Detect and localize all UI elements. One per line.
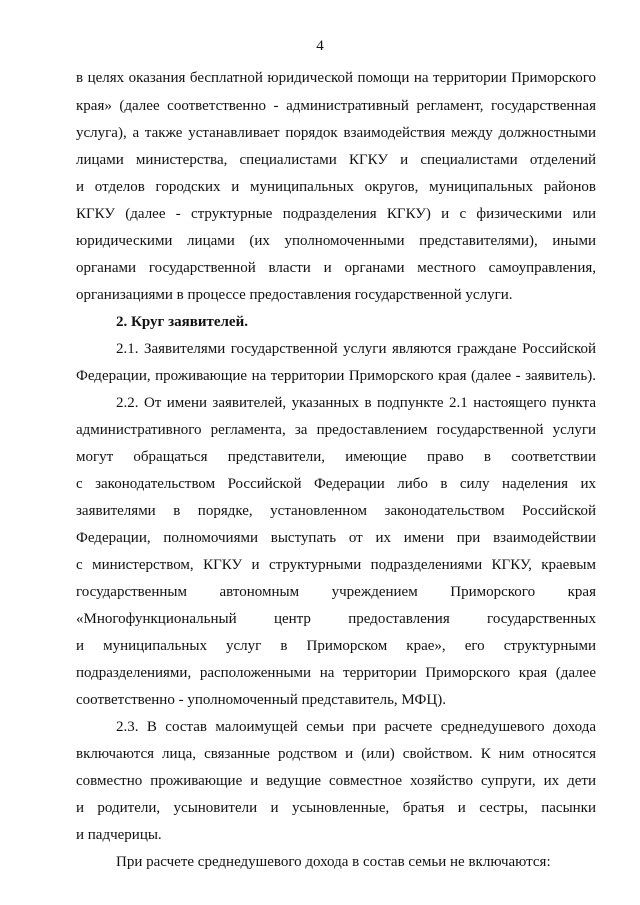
- text-line: юридическими лицами (их уполномоченными представителями), иными: [76, 233, 596, 249]
- text-line: государственным автономным учреждением Приморского края: [76, 584, 596, 600]
- text-line: с министерством, КГКУ и структурными подразделениями КГКУ, краевым: [76, 557, 596, 573]
- text-line: лицами министерства, специалистами КГКУ и специалистами отделений: [76, 152, 596, 168]
- text-line: заявителями в порядке, установленном законодательством Российской: [76, 503, 596, 519]
- text-line: соответственно - уполномоченный представитель, МФЦ).: [76, 692, 446, 708]
- text-line: органами государственной власти и органами местного самоуправления,: [76, 260, 596, 276]
- text-line: организациями в процессе предоставления государственной услуги.: [76, 287, 513, 303]
- text-line: включаются лица, связанные родством и (или) свойством. К ним относятся: [76, 746, 596, 762]
- text-line: и отделов городских и муниципальных округов, муниципальных районов: [76, 179, 596, 195]
- text-line: могут обращаться представители, имеющие право в соответствии: [76, 449, 596, 465]
- text-line: Федерации, полномочиями выступать от их имени при взаимодействии: [76, 530, 596, 546]
- text-line: подразделениями, расположенными на территории Приморского края (далее: [76, 665, 596, 681]
- section-heading: 2. Круг заявителей.: [116, 314, 248, 330]
- text-line: края» (далее соответственно - административный регламент, государственная: [76, 98, 596, 114]
- text-line: КГКУ (далее - структурные подразделения КГКУ) и с физическими или: [76, 206, 596, 222]
- page-number: 4: [316, 38, 324, 54]
- text-line: «Многофункциональный центр предоставления государственных: [76, 611, 596, 627]
- text-line: 2.3. В состав малоимущей семьи при расчете среднедушевого дохода: [116, 719, 596, 735]
- text-line: и муниципальных услуг в Приморском крае», его структурными: [76, 638, 596, 654]
- text-line: и падчерицы.: [76, 827, 162, 843]
- text-line: 2.2. От имени заявителей, указанных в подпункте 2.1 настоящего пункта: [116, 395, 596, 411]
- text-line: совместно проживающие и ведущие совместное хозяйство супруги, их дети: [76, 773, 596, 789]
- text-line: 2.1. Заявителями государственной услуги являются граждане Российской: [116, 341, 596, 357]
- text-line: в целях оказания бесплатной юридической помощи на территории Приморского: [76, 70, 596, 86]
- text-line: и родители, усыновители и усыновленные, братья и сестры, пасынки: [76, 800, 596, 816]
- text-line: с законодательством Российской Федерации либо в силу наделения их: [76, 476, 596, 492]
- text-line: административного регламента, за предоставлением государственной услуги: [76, 422, 596, 438]
- paragraph-excluded-intro: При расчете среднедушевого дохода в состав семьи не включаются:: [116, 854, 551, 870]
- text-line: Федерации, проживающие на территории Приморского края (далее - заявитель).: [76, 368, 596, 384]
- text-line: услуга), а также устанавливает порядок взаимодействия между должностными: [76, 125, 596, 141]
